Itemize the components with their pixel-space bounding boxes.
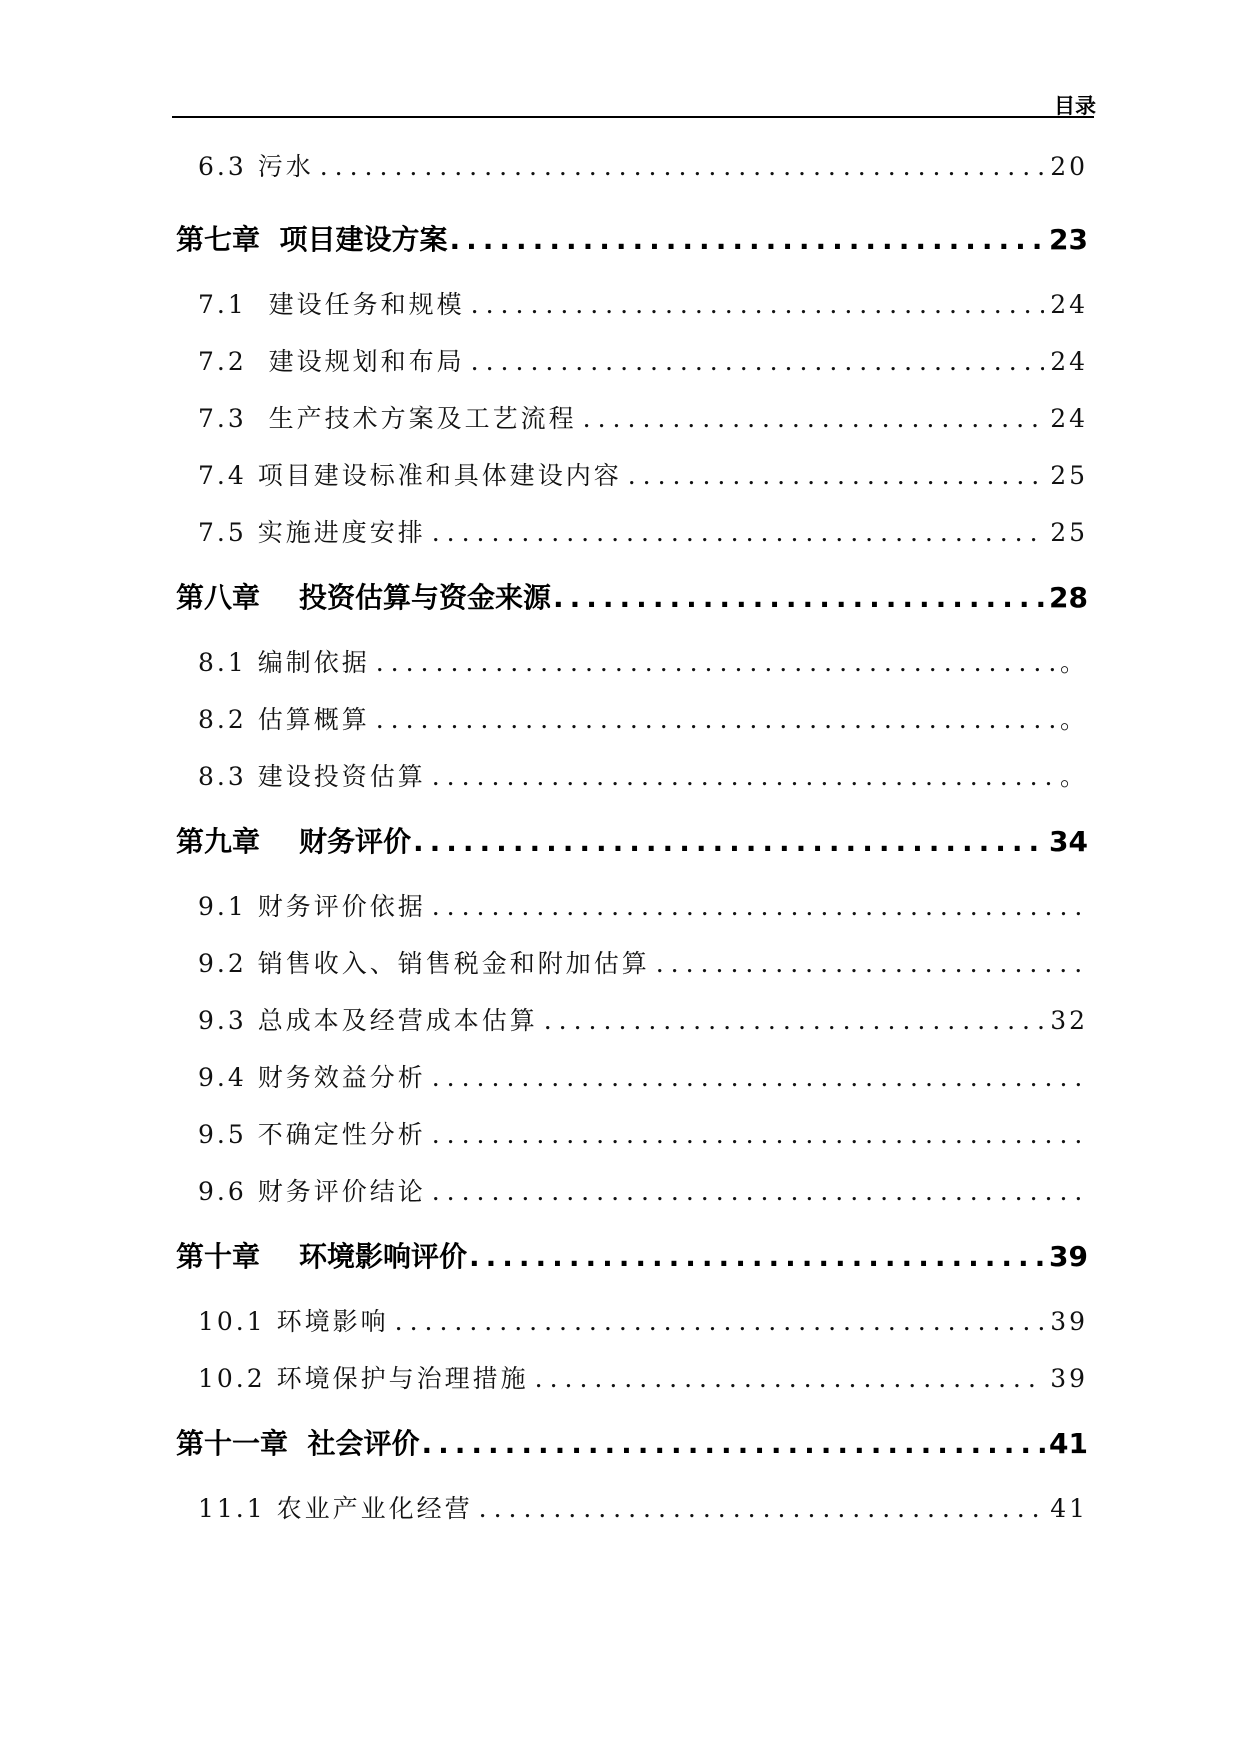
toc-section-entry[interactable] — [176, 878, 1088, 935]
toc-entry-page: 20 — [1050, 152, 1088, 181]
toc-section-entry[interactable] — [176, 138, 1088, 195]
toc-entry-page: 39 — [1050, 1364, 1088, 1393]
toc-dot-leader — [395, 1293, 1045, 1350]
toc-section-entry[interactable] — [176, 1163, 1088, 1220]
toc-entry-page: 24 — [1050, 290, 1088, 319]
toc-section-entry[interactable] — [176, 1350, 1088, 1407]
toc-dot-leader — [583, 390, 1045, 447]
toc-entry-page: 41 — [1050, 1494, 1088, 1523]
toc-dot-leader — [535, 1350, 1045, 1407]
toc-section-entry[interactable] — [176, 1049, 1088, 1106]
toc-dot-leader — [422, 1407, 1046, 1480]
toc-dot-leader — [450, 203, 1046, 276]
toc-entry-title: 8.1 编制依据 — [198, 648, 370, 677]
toc-entry-title: 6.3 污水 — [198, 152, 314, 181]
toc-section-entry[interactable] — [176, 390, 1088, 447]
toc-chapter-entry[interactable] — [176, 561, 1088, 634]
toc-section-entry[interactable] — [176, 634, 1088, 691]
toc-entry-title: 7.4 项目建设标准和具体建设内容 — [198, 461, 622, 490]
toc-entry-page: 28 — [1049, 581, 1088, 614]
toc-dot-leader — [432, 1163, 1082, 1220]
toc-entry-page: 24 — [1050, 347, 1088, 376]
toc-entry-title: 9.2 销售收入、销售税金和附加估算 — [198, 949, 650, 978]
toc-entry-page: 。 — [1059, 762, 1088, 791]
toc-entry-title: 9.5 不确定性分析 — [198, 1120, 426, 1149]
toc-dot-leader — [413, 805, 1045, 878]
toc-section-entry[interactable] — [176, 935, 1088, 992]
toc-dot-leader — [376, 691, 1054, 748]
toc-section-entry[interactable] — [176, 1106, 1088, 1163]
toc-dot-leader — [479, 1480, 1045, 1537]
toc-entry-page: 24 — [1050, 404, 1088, 433]
toc-chapter-entry[interactable] — [176, 203, 1088, 276]
toc-dot-leader — [628, 447, 1044, 504]
toc-dot-leader — [471, 276, 1045, 333]
toc-entry-title: 9.3 总成本及经营成本估算 — [198, 1006, 538, 1035]
toc-entry-title: 7.1 建设任务和规模 — [198, 290, 465, 319]
toc-entry-title: 第十章 环境影响评价 — [176, 1240, 467, 1273]
toc-dot-leader — [471, 333, 1045, 390]
toc-entry-page: 34 — [1049, 825, 1088, 858]
toc-dot-leader — [320, 138, 1044, 195]
toc-entry-title: 7.2 建设规划和布局 — [198, 347, 465, 376]
toc-entry-page: 41 — [1049, 1427, 1088, 1460]
toc-chapter-entry[interactable] — [176, 805, 1088, 878]
toc-dot-leader — [432, 878, 1082, 935]
toc-entry-title: 10.2 环境保护与治理措施 — [198, 1364, 529, 1393]
toc-entry-title: 第七章 项目建设方案 — [176, 223, 448, 256]
toc-chapter-entry[interactable] — [176, 1220, 1088, 1293]
toc-entry-title: 7.3 生产技术方案及工艺流程 — [198, 404, 577, 433]
toc-section-entry[interactable] — [176, 447, 1088, 504]
toc-entry-title: 9.6 财务评价结论 — [198, 1177, 426, 1206]
toc-entry-title: 11.1 农业产业化经营 — [198, 1494, 473, 1523]
toc-dot-leader — [656, 935, 1082, 992]
toc-dot-leader — [469, 1220, 1045, 1293]
toc-section-entry[interactable] — [176, 1480, 1088, 1537]
toc-entry-title: 7.5 实施进度安排 — [198, 518, 426, 547]
toc-entry-title: 第十一章 社会评价 — [176, 1427, 420, 1460]
toc-section-entry[interactable] — [176, 333, 1088, 390]
toc-chapter-entry[interactable] — [176, 1407, 1088, 1480]
toc-section-entry[interactable] — [176, 992, 1088, 1049]
table-of-contents — [176, 138, 1088, 1537]
toc-section-entry[interactable] — [176, 276, 1088, 333]
toc-entry-page: 25 — [1050, 518, 1088, 547]
toc-dot-leader — [376, 634, 1054, 691]
toc-entry-page: 39 — [1050, 1307, 1088, 1336]
toc-section-entry[interactable] — [176, 691, 1088, 748]
toc-dot-leader — [432, 504, 1044, 561]
toc-dot-leader — [432, 1106, 1082, 1163]
toc-entry-page: 。 — [1059, 705, 1088, 734]
toc-dot-leader — [544, 992, 1044, 1049]
toc-entry-title: 8.3 建设投资估算 — [198, 762, 426, 791]
toc-entry-page: 。 — [1059, 648, 1088, 677]
toc-entry-page: 39 — [1049, 1240, 1088, 1273]
toc-entry-title: 第八章 投资估算与资金来源 — [176, 581, 551, 614]
toc-entry-page: 32 — [1050, 1006, 1088, 1035]
page-header-title: 目录 — [1054, 94, 1096, 118]
toc-entry-title: 8.2 估算概算 — [198, 705, 370, 734]
toc-dot-leader — [432, 1049, 1082, 1106]
toc-entry-page: 25 — [1050, 461, 1088, 490]
toc-entry-title: 9.4 财务效益分析 — [198, 1063, 426, 1092]
toc-dot-leader — [553, 561, 1045, 634]
toc-section-entry[interactable] — [176, 1293, 1088, 1350]
toc-dot-leader — [432, 748, 1054, 805]
toc-entry-page: 23 — [1049, 223, 1088, 256]
toc-entry-title: 9.1 财务评价依据 — [198, 892, 426, 921]
header-divider — [172, 116, 1094, 118]
toc-entry-title: 第九章 财务评价 — [176, 825, 411, 858]
toc-entry-title: 10.1 环境影响 — [198, 1307, 389, 1336]
toc-section-entry[interactable] — [176, 748, 1088, 805]
toc-section-entry[interactable] — [176, 504, 1088, 561]
